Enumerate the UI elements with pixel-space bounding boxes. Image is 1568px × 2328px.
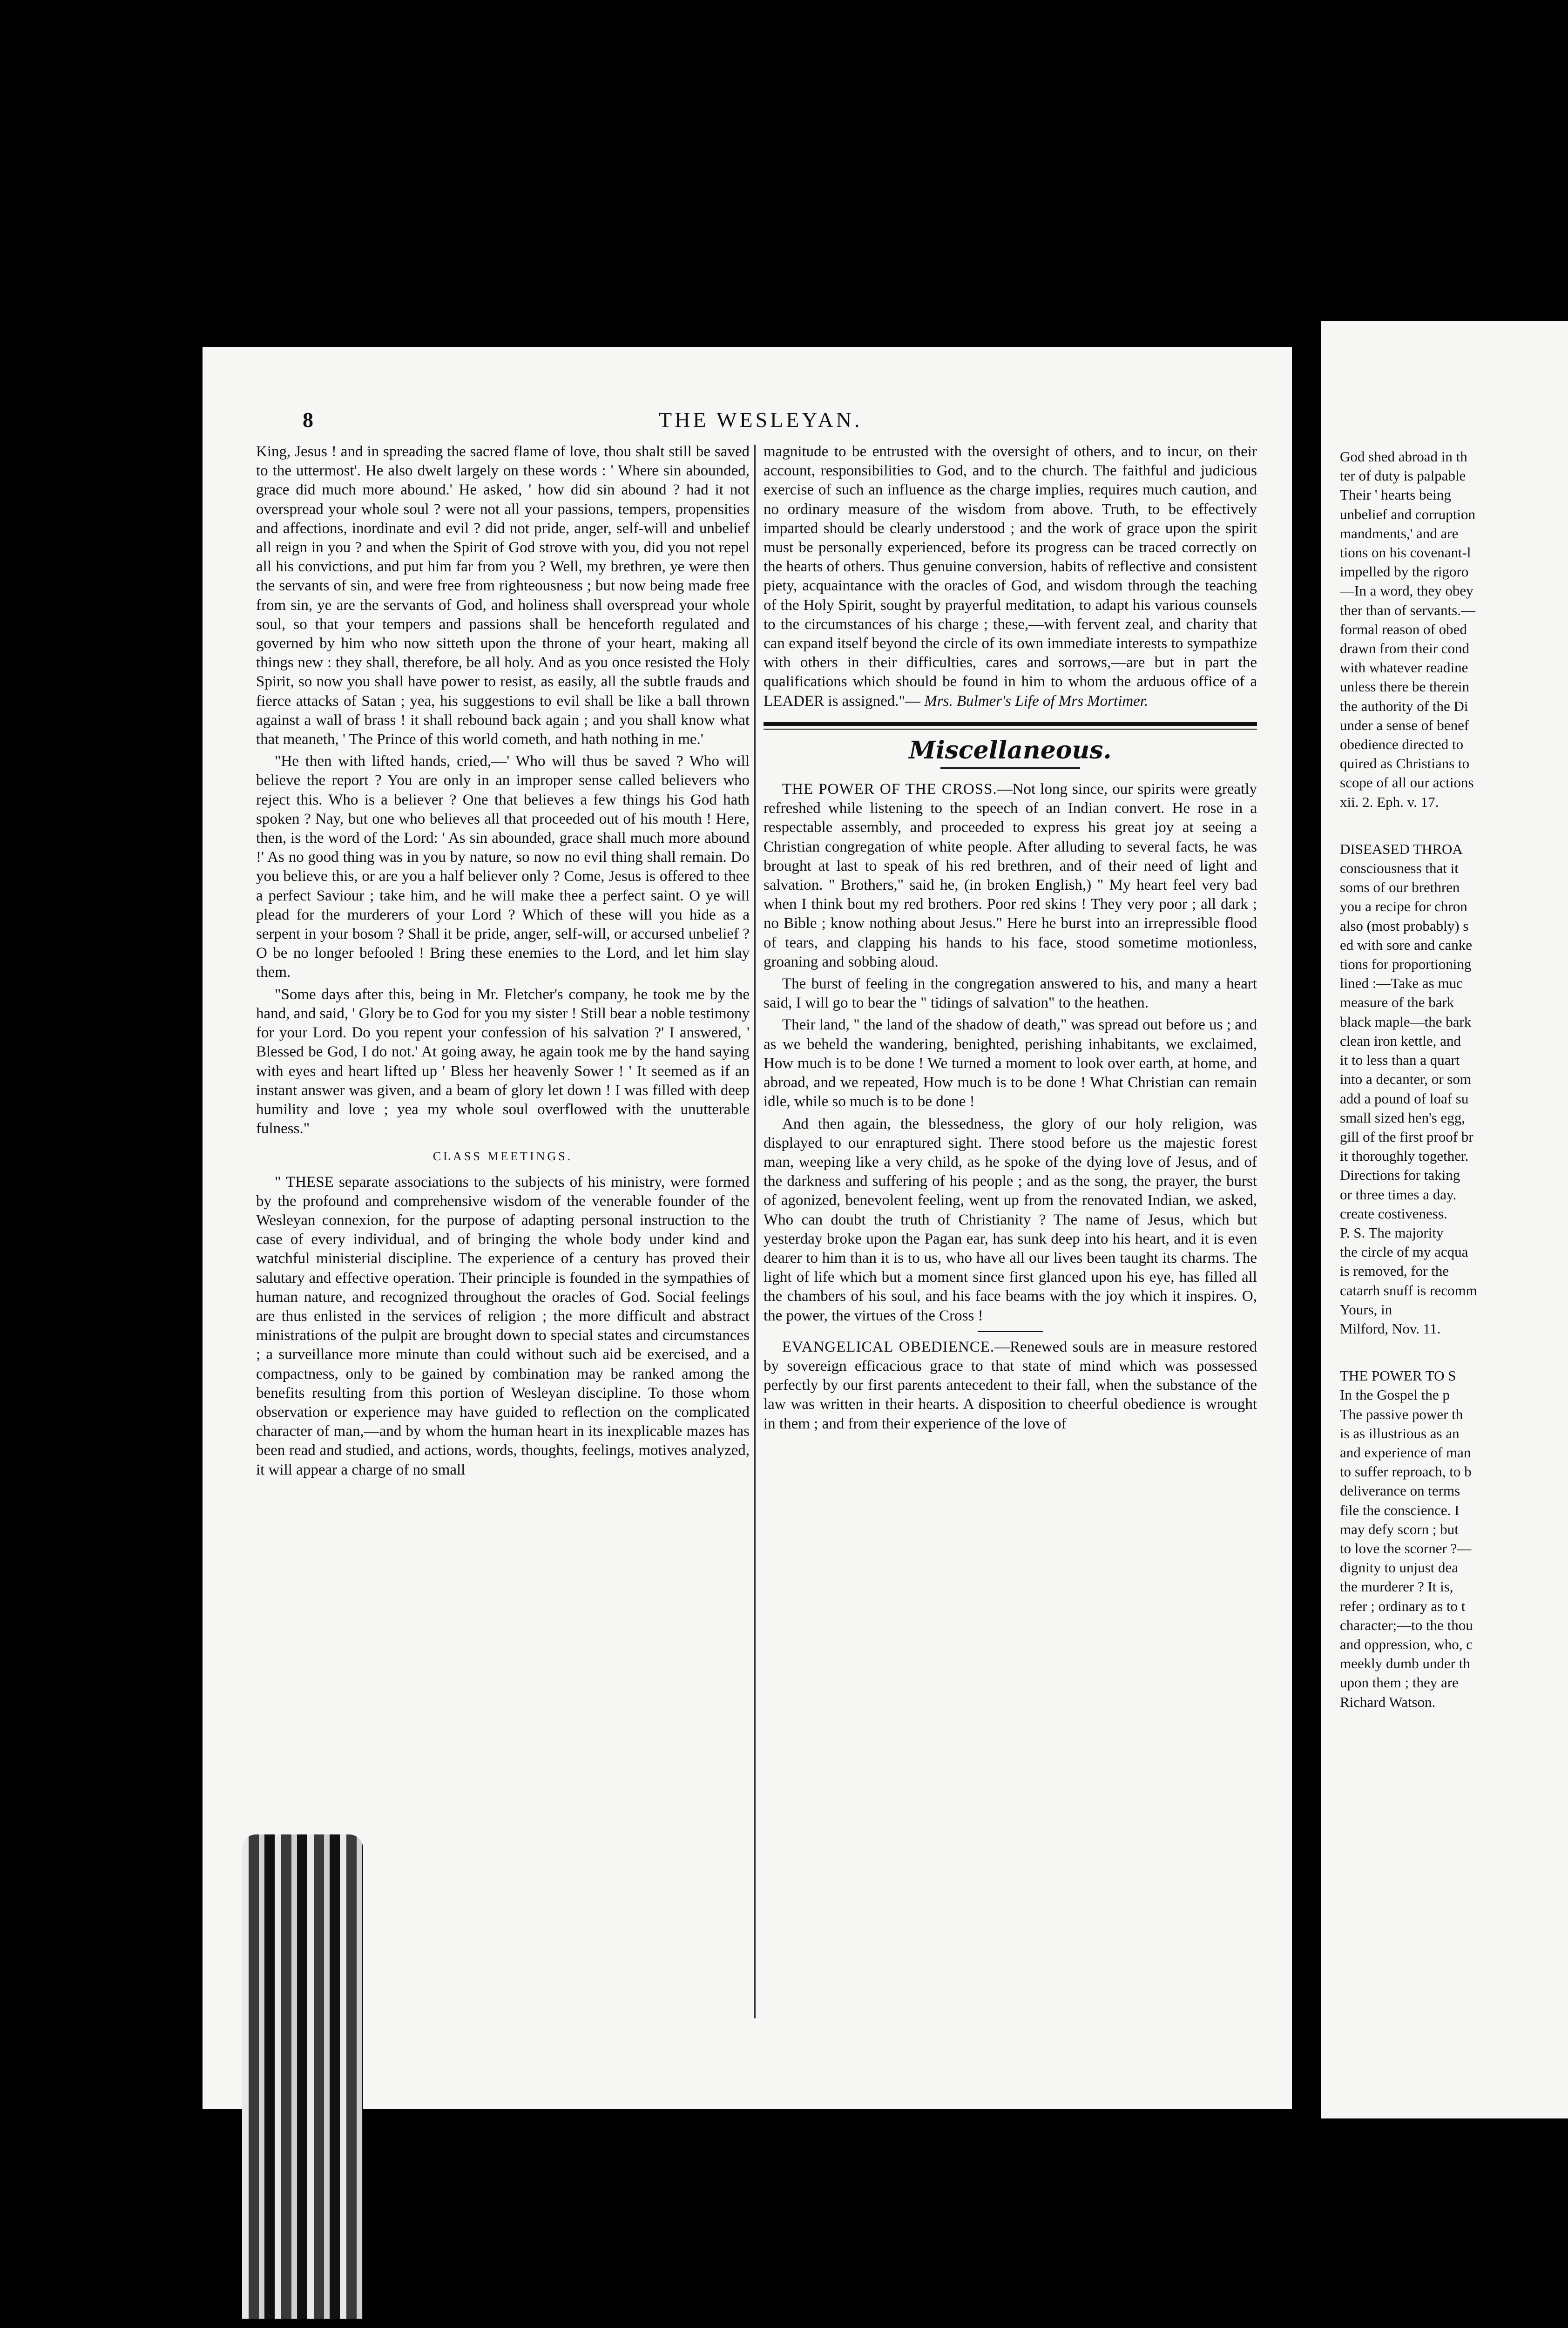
adjacent-line: and oppression, who, c [1340, 1636, 1473, 1652]
adjacent-page-fragment [1321, 321, 1568, 2118]
power-cross-paragraph-1 [764, 780, 1257, 972]
adjacent-line: to suffer reproach, to b [1340, 1463, 1472, 1480]
adjacent-page-text [1340, 447, 1568, 1712]
adjacent-line: character;—to the thou [1340, 1617, 1473, 1633]
adjacent-line: —In a word, they obey [1340, 582, 1473, 599]
page-number: 8 [303, 408, 313, 432]
adjacent-line: lined :—Take as muc [1340, 975, 1463, 992]
adjacent-line: THE POWER TO S [1340, 1367, 1456, 1384]
adjacent-line: into a decanter, or som [1340, 1071, 1471, 1088]
adjacent-line: Milford, Nov. 11. [1340, 1320, 1441, 1337]
left-paragraph-1: King, Jesus ! and in spreading the sacred flame of love, thou shalt still be saved to the uttermost'. He also dwelt largely on these words : ' Where sin abounded, grace did much more abound.' He asked, ' how did sin abound ? had it not overspread your whole soul ? were not all your passions, tempers, propensities and affections, inordinate and evil ? did not pride, anger, self-will and unbelief all reign in you ? and when the Spirit of God strove with you, did you not repel all his convictions, and put him far from you ? Well, my brethren, ye were then the servants of sin, and were free from righteousness ; but now being made free from sin, ye are the servants of God, and holiness shall overspread your whole soul, so that your tempers and passions shall be henceforth regulated and governed by him who now sitteth upon the throne of your heart, making all things new : they shall, therefore, be all holy. And as you once resisted the Holy Spirit, so now you shall have power to resist, as easily, all the subtle frauds and fierce attacks of Satan ; yea, his suggestions to evil shall be like a ball thrown against a wall of brass ! it shall rebound back again ; and you shall know what that meaneth, ' The Prince of this world cometh, and hath nothing in me.' [256, 443, 750, 748]
adjacent-line: with whatever readine [1340, 659, 1468, 676]
adjacent-line [1340, 812, 1568, 839]
adjacent-line: the authority of the Di [1340, 697, 1468, 714]
adjacent-line: drawn from their cond [1340, 640, 1470, 657]
adjacent-line: to love the scorner ?— [1340, 1540, 1472, 1557]
adjacent-line: and experience of man [1340, 1444, 1471, 1461]
adjacent-line: Richard Watson. [1340, 1693, 1436, 1710]
adjacent-line: upon them ; they are [1340, 1674, 1459, 1691]
adjacent-line: tions on his covenant-l [1340, 544, 1471, 561]
adjacent-line: P. S. The majority [1340, 1224, 1444, 1241]
leader-continuation-text: magnitude to be entrusted with the oversight of others, and to incur, on their account, responsibilities to God, and to the church. The faithful and judicious exercise of such an influence as the charge implies, requires much caution, and no ordinary measure of the wisdom from above. Truth, to be effectively imparted should be clearly understood ; and the work of grace upon the spirit must be personally experienced, before its progress can be traced correctly on the hearts of others. Thus genuine conversion, habits of reflective and consistent piety, acquaintance with the oracles of God, and wisdom through the teaching of the Holy Spirit, sought by prayerful meditation, to adapt his various counsels to the circumstances of his charge ; these,—with fervent zeal, and charity that can expand itself beyond the circle of its own immediate interests to sympathize with others in their difficulties, cares and sorrows,—are but in part the qualifications which should be found in him to whom the arduous office of a LEADER is assigned."— [764, 443, 1257, 710]
adjacent-line: tions for proportioning [1340, 956, 1472, 973]
adjacent-line: soms of our brethren [1340, 879, 1460, 896]
class-meetings-text: " THESE separate associations to the subjects of his ministry, were formed by the profound and comprehensive wisdom of the venerable founder of the Wesleyan connexion, for the purpose of adapting personal instruction to the case of every individual, and of bringing the whole body under kind and watchful ministerial discipline. The experience of a century has proved their salutary and effective operation. Their principle is founded in the sympathies of human nature, and recognized throughout the oracles of God. Social feelings are thus enlisted in the services of religion ; the more difficult and abstract ministrations of the pulpit are brought down to special states and circumstances ; a surveillance more minute than could without such aid be exercised, and a compactness, only to be gained by combination may be ranked among the benefits resulting from this portion of Wesleyan discipline. To those whom observation or experience may have guided to reflection on the complicated character of man,—and by whom the human heart in its inexplicable mazes has been read and studied, and actions, words, thoughts, feelings, motives analyzed, it will appear a charge of no small [256, 1173, 750, 1478]
adjacent-line: dignity to unjust dea [1340, 1559, 1459, 1576]
adjacent-line: In the Gospel the p [1340, 1387, 1450, 1403]
adjacent-line: add a pound of loaf su [1340, 1090, 1469, 1107]
power-cross-text-1: —Not long since, our spirits were greatly refreshed while listening to the speech of an Indian convert. He rose in a respectable assembly, and proceeded to express his great joy at seeing a Christian congregation of white people. After alluding to several facts, he was brought at last to speak of his red brethren, and of their need of light and salvation. " Brothers," said he, (in broken English,) " My heart feel very bad when I think bout my red brothers. Poor red skins ! They very poor ; all dark ; no Bible ; know nothing about Jesus." Here he burst into an irrepressible flood of tears, and clapping his hands to his face, stood sometime motionless, groaning and sobbing aloud. [764, 781, 1257, 970]
adjacent-line: is removed, for the [1340, 1263, 1449, 1279]
adjacent-line: quired as Christians to [1340, 755, 1470, 772]
section-rule-thin [764, 729, 1257, 730]
left-paragraph-2: "He then with lifted hands, cried,—' Who will thus be saved ? Who will believe the report ? You are only in an improper sense called believers who reject this. Who is a believer ? One that believes a few things his God hath spoken ? Nay, but one who believes all that proceeded out of his mouth ! Here, then, is the word of the Lord: ' As sin abounded, grace shall much more abound !' As no good thing was in you by nature, so now no evil thing shall remain. Do you believe this, or are you a half believer only ? Come, Jesus is offered to thee a perfect Saviour ; take him, and he will make thee a perfect saint. O ye will plead for the murderers of your Lord ? Which of these will you hide as a serpent in your bosom ? Shall it be pride, anger, self-will, or accursed unbelief ? O be no longer befooled ! Bring these enemies to the Lord, and let him slay them. [256, 753, 750, 981]
adjacent-line: it thoroughly together. [1340, 1148, 1469, 1164]
adjacent-line: the murderer ? It is, [1340, 1578, 1453, 1595]
adjacent-line: deliverance on terms [1340, 1482, 1460, 1499]
adjacent-line: ter of duty is palpable [1340, 467, 1466, 484]
adjacent-line: xii. 2. Eph. v. 17. [1340, 793, 1439, 810]
article-separator [978, 1331, 1043, 1332]
adjacent-line: unless there be therein [1340, 678, 1470, 695]
leader-continuation [764, 442, 1257, 711]
adjacent-line: consciousness that it [1340, 860, 1459, 877]
adjacent-line: is as illustrious as an [1340, 1425, 1460, 1441]
adjacent-line: it to less than a quart [1340, 1052, 1460, 1069]
adjacent-line: create costiveness. [1340, 1205, 1447, 1222]
adjacent-line: also (most probably) s [1340, 917, 1469, 934]
heading-underline [940, 767, 1080, 769]
adjacent-line: God shed abroad in th [1340, 448, 1467, 465]
adjacent-line: clean iron kettle, and [1340, 1032, 1461, 1049]
power-cross-paragraph-4: And then again, the blessedness, the glory of our holy religion, was displayed to our enraptured sight. There stood before us the majestic forest man, weeping like a very child, as he spoke of the dying love of Jesus, and of the darkness and suffering of his people ; and as the song, the prayer, the burst of agonized, benevolent feeling, went up from the renovated Indian, we asked, Who can doubt the truth of Christianity ? The name of Jesus, which but yesterday broke upon the Pagan ear, has sunk deep into his heart, and it is even dearer to him than it is to us, who have all our lives been taught its charms. The light of life which but a moment since first glanced upon his eye, has filled all the chambers of his soul, and his face beams with the joy which it inspires. O, the power, the virtues of the Cross ! [764, 1115, 1257, 1324]
adjacent-line: ther than of servants.— [1340, 602, 1475, 618]
right-column [764, 442, 1257, 1436]
adjacent-line: mandments,' and are [1340, 525, 1459, 541]
adjacent-line: under a sense of benef [1340, 717, 1469, 733]
left-column [256, 442, 750, 1482]
adjacent-line: measure of the bark [1340, 994, 1454, 1011]
adjacent-line: file the conscience. I [1340, 1502, 1460, 1518]
power-cross-heading: THE POWER OF THE CROSS. [782, 781, 997, 798]
power-cross-paragraph-2: The burst of feeling in the congregation answered to his, and many a heart said, I will go to bear the " tidings of salvation" to the heathen. [764, 975, 1257, 1012]
attribution: Mrs. Bulmer's Life of Mrs Mortimer. [924, 692, 1149, 710]
left-paragraph-3: "Some days after this, being in Mr. Fletcher's company, he took me by the hand, and said, ' Glory be to God for you my sister ! Still bear a noble testimony for your Lord. Do you repent your confession of his salvation ?' I answered, ' Blessed be God, I do not.' At going away, he again took me by the hand saying with eyes and heart lifted up ' Bless her heavenly Sower ! ' It seemed as if an instant answer was given, and a beam of glory let down ! I was filled with deep humility and love ; yea my whole soul overflowed with the unutterable fulness." [256, 986, 750, 1137]
adjacent-line: small sized hen's egg, [1340, 1109, 1466, 1126]
adjacent-line: DISEASED THROA [1340, 840, 1463, 857]
adjacent-line: the circle of my acqua [1340, 1244, 1468, 1260]
adjacent-line: The passive power th [1340, 1406, 1463, 1422]
evangelical-paragraph [764, 1338, 1257, 1434]
adjacent-line: black maple—the bark [1340, 1013, 1472, 1030]
adjacent-line: you a recipe for chron [1340, 898, 1467, 915]
adjacent-line: may defy scorn ; but [1340, 1521, 1459, 1537]
running-title: THE WESLEYAN. [659, 408, 863, 432]
adjacent-line: impelled by the rigoro [1340, 563, 1469, 580]
binder-clip [242, 1834, 363, 2319]
evangelical-heading: EVANGELICAL OBEDIENCE. [782, 1338, 995, 1355]
adjacent-line: Directions for taking [1340, 1167, 1460, 1184]
adjacent-line: scope of all our actions [1340, 774, 1474, 791]
adjacent-line: ed with sore and canke [1340, 936, 1473, 953]
adjacent-line: Yours, in [1340, 1301, 1392, 1318]
power-cross-paragraph-3: Their land, " the land of the shadow of death," was spread out before us ; and as we beheld the wandering, benighted, perishing inhabitants, we exclaimed, How much is to be done ! We turned a moment to look over earth, at home, and abroad, and we repeated, How much is to be done ! What Christian can remain idle, while so much is to be done ! [764, 1016, 1257, 1110]
adjacent-line: or three times a day. [1340, 1186, 1457, 1203]
adjacent-line: catarrh snuff is recomm [1340, 1282, 1477, 1299]
adjacent-line: Their ' hearts being [1340, 487, 1451, 503]
adjacent-line: refer ; ordinary as to t [1340, 1597, 1466, 1614]
column-divider [754, 445, 756, 2018]
newspaper-page [203, 347, 1292, 2109]
adjacent-line: meekly dumb under th [1340, 1655, 1470, 1672]
page-header [203, 407, 1292, 435]
adjacent-line: gill of the first proof br [1340, 1128, 1473, 1145]
evangelical-text: —Renewed souls are in measure restored by sovereign efficacious grace to that state of mind which was possessed perfectly by our first parents antecedent to their fall, when the substance of the law was written in their hearts. A disposition to cheerful obedience is wrought in them ; and from their experience of the love of [764, 1338, 1257, 1432]
section-rule-thick [764, 722, 1257, 726]
class-meetings-heading: CLASS MEETINGS. [433, 1150, 573, 1164]
adjacent-line: obedience directed to [1340, 736, 1464, 753]
miscellaneous-heading: Miscellaneous. [909, 736, 1112, 765]
adjacent-line [1340, 1338, 1568, 1366]
adjacent-line: unbelief and corruption [1340, 506, 1475, 522]
adjacent-line: formal reason of obed [1340, 621, 1467, 637]
